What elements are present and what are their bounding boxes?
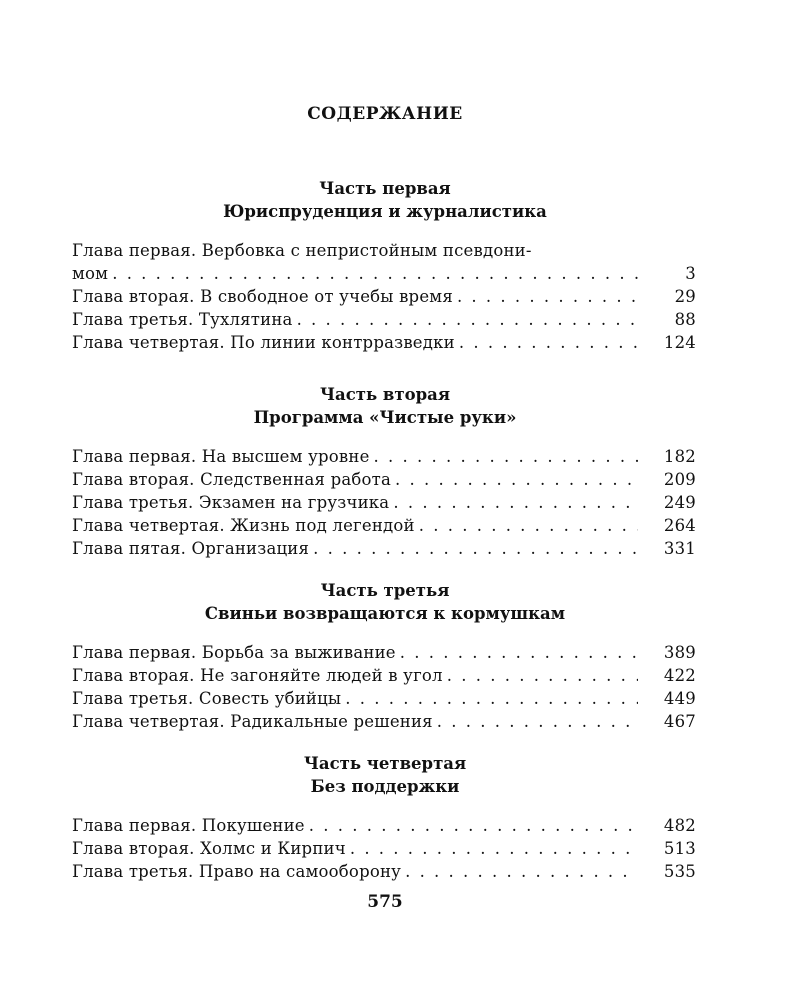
page-title: СОДЕРЖАНИЕ xyxy=(307,104,463,124)
part-2-title: Программа «Чистые руки» xyxy=(253,408,517,427)
dot-leader xyxy=(457,285,638,308)
toc-entry[interactable] xyxy=(72,239,696,285)
toc-entry-page: 467 xyxy=(663,712,696,731)
dot-leader xyxy=(112,262,638,285)
toc-entry[interactable] xyxy=(72,687,696,710)
toc-entry[interactable] xyxy=(72,837,696,860)
dot-leader xyxy=(405,860,638,883)
part-3-label: Часть третья xyxy=(320,581,450,600)
dot-leader xyxy=(374,445,638,468)
toc-entry-title: Глава первая. Борьба за выживание xyxy=(72,643,396,662)
toc-entry[interactable] xyxy=(72,331,696,354)
toc-entry-title: Глава четвертая. Радикальные решения xyxy=(72,712,433,731)
part-3-title: Свиньи возвращаются к кормушкам xyxy=(204,604,566,623)
toc-entry-title: Глава вторая. Не загоняйте людей в угол xyxy=(72,666,443,685)
part-2-chapter-list xyxy=(0,445,770,560)
toc-entry[interactable] xyxy=(72,445,696,468)
toc-entry-page: 422 xyxy=(663,666,696,685)
toc-entry-page: 482 xyxy=(663,816,696,835)
part-1 xyxy=(0,177,770,354)
dot-leader xyxy=(350,837,638,860)
toc-entry[interactable] xyxy=(72,710,696,733)
toc-entry[interactable] xyxy=(72,860,696,883)
dot-leader xyxy=(297,308,638,331)
toc-entry-title: мом xyxy=(72,264,109,283)
toc-entry-title: Глава вторая. Следственная работа xyxy=(72,470,392,489)
toc-entry-page: 513 xyxy=(663,839,696,858)
part-4-chapter-list xyxy=(0,814,770,883)
dot-leader xyxy=(395,468,638,491)
part-3 xyxy=(0,579,770,733)
dot-leader xyxy=(459,331,638,354)
toc-entry-title: Глава вторая. Холмс и Кирпич xyxy=(72,839,346,858)
dot-leader xyxy=(400,641,638,664)
toc-entry[interactable] xyxy=(72,491,696,514)
toc-entry[interactable] xyxy=(72,537,696,560)
toc-entry-title: Глава третья. Совесть убийцы xyxy=(72,689,342,708)
toc-entry-page: 249 xyxy=(663,493,696,512)
toc-entry-page: 535 xyxy=(663,862,696,881)
part-4-label: Часть четвертая xyxy=(303,754,467,773)
toc-entry[interactable] xyxy=(72,285,696,308)
toc-entry-title: Глава четвертая. Жизнь под легендой xyxy=(72,516,415,535)
toc-entry-title: Глава первая. Покушение xyxy=(72,816,305,835)
toc-entry-page: 264 xyxy=(663,516,696,535)
toc-entry-title: Глава четвертая. По линии контрразведки xyxy=(72,333,455,352)
toc-entry[interactable] xyxy=(72,468,696,491)
toc-entry[interactable] xyxy=(72,641,696,664)
toc-entry-page: 182 xyxy=(663,447,696,466)
toc-entry-page: 29 xyxy=(674,287,696,306)
toc-entry-title: Глава пятая. Организация xyxy=(72,539,310,558)
part-1-title: Юриспруденция и журналистика xyxy=(223,202,547,221)
dot-leader xyxy=(419,514,638,537)
dot-leader xyxy=(313,537,638,560)
part-4 xyxy=(0,752,770,883)
toc-entry-title: Глава третья. Тухлятина xyxy=(72,310,293,329)
part-3-chapter-list xyxy=(0,641,770,733)
page-number: 575 xyxy=(367,892,403,912)
part-1-chapter-list xyxy=(0,239,770,354)
toc-entry-page: 124 xyxy=(663,333,696,352)
toc-entry-page: 3 xyxy=(685,264,696,283)
toc-entry[interactable] xyxy=(72,308,696,331)
toc-entry[interactable] xyxy=(72,514,696,537)
part-2-label: Часть вторая xyxy=(319,385,451,404)
toc-entry-page: 331 xyxy=(663,539,696,558)
dot-leader xyxy=(345,687,638,710)
toc-entry-first-line: Глава первая. Вербовка с непристойным псевдони- xyxy=(72,241,532,260)
part-1-label: Часть первая xyxy=(319,179,451,198)
dot-leader xyxy=(437,710,638,733)
toc-entry-page: 209 xyxy=(663,470,696,489)
toc-entry-page: 449 xyxy=(663,689,696,708)
dot-leader xyxy=(393,491,638,514)
toc-entry-title: Глава третья. Право на самооборону xyxy=(72,862,402,881)
toc-entry-title: Глава первая. На высшем уровне xyxy=(72,447,370,466)
dot-leader xyxy=(309,814,638,837)
toc-entry-title: Глава вторая. В свободное от учебы время xyxy=(72,287,453,306)
part-4-title: Без поддержки xyxy=(310,777,460,796)
toc-entry[interactable] xyxy=(72,814,696,837)
part-2 xyxy=(0,383,770,560)
toc-entry-title: Глава третья. Экзамен на грузчика xyxy=(72,493,390,512)
toc-entry-page: 88 xyxy=(674,310,696,329)
toc-entry-page: 389 xyxy=(663,643,696,662)
toc-entry[interactable] xyxy=(72,664,696,687)
dot-leader xyxy=(447,664,638,687)
